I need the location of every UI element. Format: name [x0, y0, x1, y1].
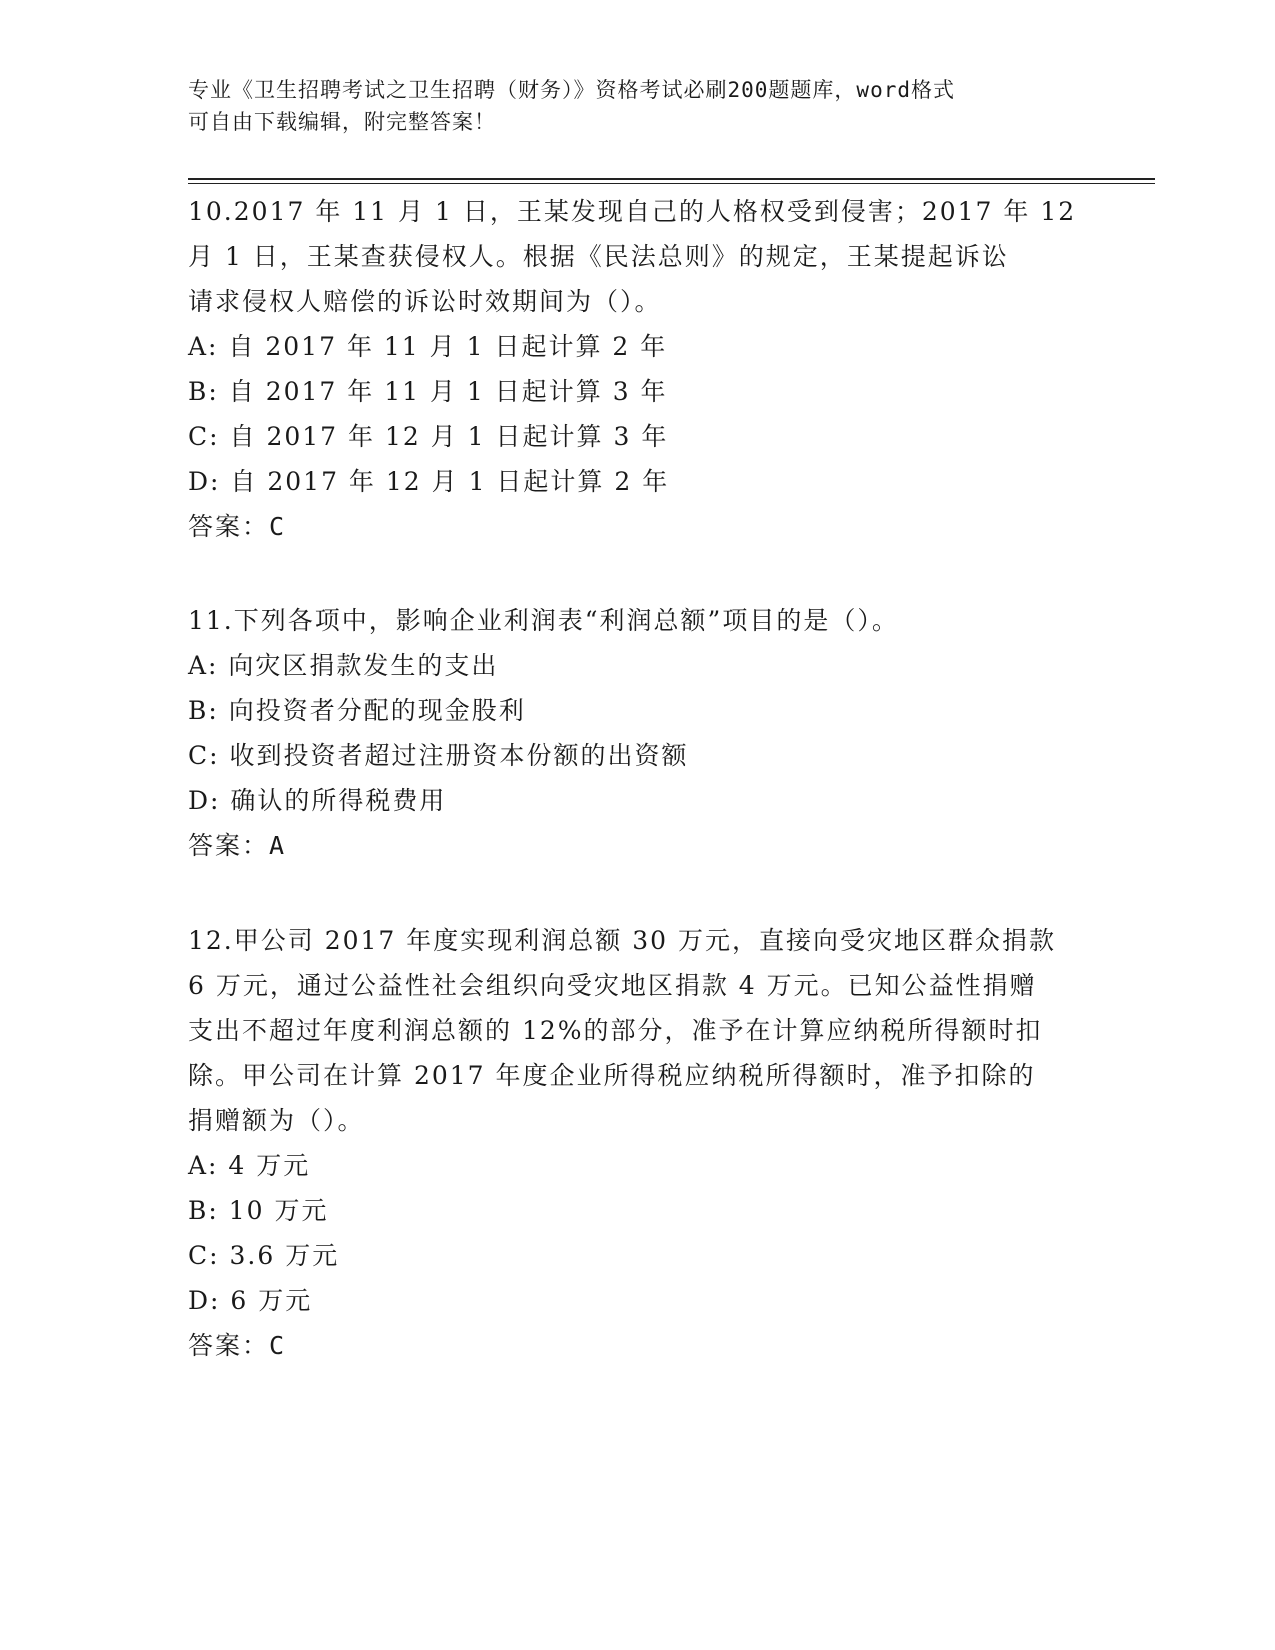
option-a: A: 4 万元: [188, 1151, 311, 1180]
header-line-2: 可自由下载编辑，附完整答案！: [188, 110, 496, 134]
option-d: D: 6 万元: [188, 1286, 313, 1315]
option-a: A: 向灾区捐款发生的支出: [188, 651, 499, 680]
answer: 答案：C: [188, 1331, 287, 1360]
question-10: [188, 189, 1088, 549]
question-stem-line: 请求侵权人赔偿的诉讼时效期间为（）。: [188, 287, 662, 316]
question-stem-line: 月 1 日，王某查获侵权人。根据《民法总则》的规定，王某提起诉讼: [188, 242, 1009, 271]
option-b: B: 自 2017 年 11 月 1 日起计算 3 年: [188, 377, 668, 406]
question-stem-line: 10.2017 年 11 月 1 日，王某发现自己的人格权受到侵害；2017 年 12: [188, 197, 1077, 226]
question-stem-line: 6 万元，通过公益性社会组织向受灾地区捐款 4 万元。已知公益性捐赠: [188, 971, 1037, 1000]
answer: 答案：A: [188, 831, 287, 860]
option-c: C: 自 2017 年 12 月 1 日起计算 3 年: [188, 422, 669, 451]
document-header: [188, 74, 1068, 138]
question-stem-line: 捐赠额为（）。: [188, 1106, 365, 1135]
option-a: A: 自 2017 年 11 月 1 日起计算 2 年: [188, 332, 668, 361]
option-d: D: 确认的所得税费用: [188, 786, 447, 815]
header-divider: [188, 178, 1155, 184]
option-b: B: 10 万元: [188, 1196, 329, 1225]
question-11: [188, 598, 1088, 868]
answer: 答案：C: [188, 512, 287, 541]
option-d: D: 自 2017 年 12 月 1 日起计算 2 年: [188, 467, 670, 496]
option-c: C: 3.6 万元: [188, 1241, 340, 1270]
option-b: B: 向投资者分配的现金股利: [188, 696, 526, 725]
option-c: C: 收到投资者超过注册资本份额的出资额: [188, 741, 689, 770]
question-stem-line: 11.下列各项中，影响企业利润表“利润总额”项目的是（）。: [188, 606, 899, 635]
question-stem-line: 除。甲公司在计算 2017 年度企业所得税应纳税所得额时，准予扣除的: [188, 1061, 1036, 1090]
question-stem-line: 12.甲公司 2017 年度实现利润总额 30 万元，直接向受灾地区群众捐款: [188, 926, 1056, 955]
question-12: [188, 918, 1088, 1368]
question-stem-line: 支出不超过年度利润总额的 12%的部分，准予在计算应纳税所得额时扣: [188, 1016, 1043, 1045]
header-line-1: 专业《卫生招聘考试之卫生招聘（财务）》资格考试必刷200题题库，word格式: [188, 78, 955, 102]
